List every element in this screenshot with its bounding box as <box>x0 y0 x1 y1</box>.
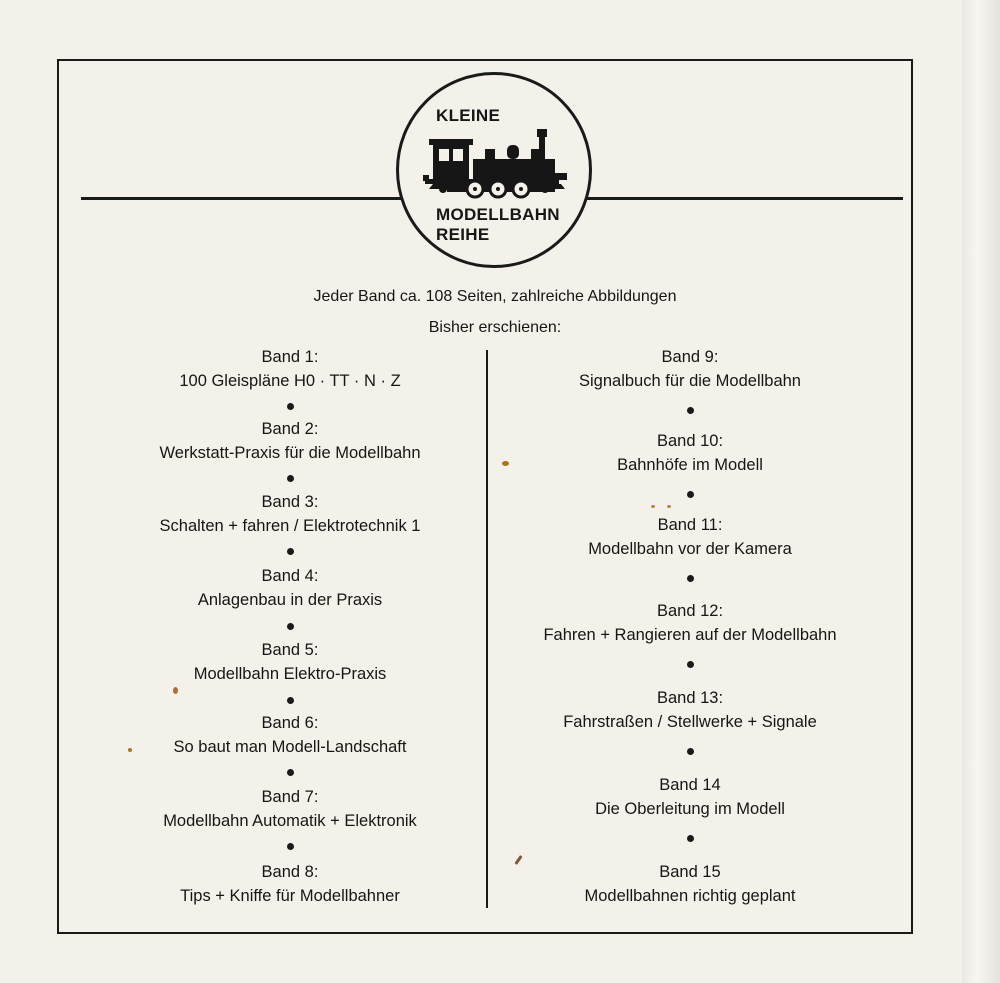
volume-title: Werkstatt-Praxis für die Modellbahn <box>159 444 421 462</box>
volume-number: Band 12: <box>656 602 724 620</box>
volume-number: Band 10: <box>656 432 724 450</box>
volume-number: Band 3: <box>261 493 319 511</box>
steam-locomotive-icon <box>423 125 571 201</box>
separator-dot <box>687 407 694 414</box>
paper-speck <box>502 461 509 466</box>
volume-entry <box>495 599 885 647</box>
volume-entry <box>495 513 885 561</box>
separator-dot <box>287 697 294 704</box>
separator-dot <box>687 748 694 755</box>
volume-entry <box>105 711 475 759</box>
volume-number: Band 9: <box>661 348 719 366</box>
volume-entry <box>495 686 885 734</box>
volume-title: Anlagenbau in der Praxis <box>197 591 383 609</box>
separator-dot <box>687 661 694 668</box>
paper-speck <box>173 687 178 694</box>
volume-number: Band 2: <box>261 420 319 438</box>
volume-number: Band 5: <box>261 641 319 659</box>
volume-number: Band 11: <box>657 516 723 534</box>
paper-speck <box>667 505 671 508</box>
volume-entry <box>495 429 885 477</box>
volume-title: Signalbuch für die Modellbahn <box>579 372 801 390</box>
volume-entry <box>105 638 475 686</box>
volume-entry <box>105 785 475 833</box>
separator-dot <box>687 575 694 582</box>
volume-title: Modellbahn Elektro-Praxis <box>193 665 387 683</box>
published-heading: Bisher erschienen: <box>428 319 562 336</box>
volume-title: Modellbahn Automatik + Elektronik <box>163 812 417 830</box>
volume-entry <box>105 490 475 538</box>
volume-entry <box>495 860 885 908</box>
volume-title: Schalten + fahren / Elektrotechnik 1 <box>159 517 421 535</box>
separator-dot <box>287 548 294 555</box>
logo-line-kleine: KLEINE <box>436 106 501 125</box>
volume-title: Bahnhöfe im Modell <box>617 456 763 474</box>
volume-number: Band 4: <box>261 567 319 585</box>
volume-entry <box>105 860 475 908</box>
separator-dot <box>687 491 694 498</box>
series-description: Jeder Band ca. 108 Seiten, zahlreiche Abbildungen <box>313 288 677 305</box>
volume-title: Tips + Kniffe für Modellbahner <box>180 887 400 905</box>
volume-title: Modellbahnen richtig geplant <box>584 887 796 905</box>
separator-dot <box>287 475 294 482</box>
volume-title: Fahren + Rangieren auf der Modellbahn <box>543 626 837 644</box>
series-logo <box>396 72 592 268</box>
separator-dot <box>687 835 694 842</box>
separator-dot <box>287 623 294 630</box>
separator-dot <box>287 769 294 776</box>
volume-number: Band 6: <box>261 714 319 732</box>
volume-title: Die Oberleitung im Modell <box>595 800 785 818</box>
volume-title: Fahrstraßen / Stellwerke + Signale <box>563 713 817 731</box>
volume-entry <box>495 345 885 393</box>
volume-number: Band 15 <box>659 863 721 881</box>
volume-entry <box>495 773 885 821</box>
volume-entry <box>105 417 475 465</box>
column-divider <box>486 350 488 908</box>
logo-line-modellbahn: MODELLBAHN <box>436 205 560 224</box>
volume-number: Band 8: <box>261 863 319 881</box>
volume-entry <box>105 345 475 393</box>
paper-speck <box>651 505 655 508</box>
volume-title: So baut man Modell-Landschaft <box>173 738 407 756</box>
page-edge <box>962 0 1000 983</box>
volume-entry <box>105 564 475 612</box>
separator-dot <box>287 403 294 410</box>
logo-line-reihe: REIHE <box>436 225 490 244</box>
volume-title: 100 Gleispläne H0 · TT · N · Z <box>179 372 401 390</box>
paper-speck <box>128 748 132 752</box>
volume-number: Band 14 <box>659 776 721 794</box>
volume-number: Band 13: <box>656 689 724 707</box>
volume-title: Modellbahn vor der Kamera <box>588 540 792 558</box>
separator-dot <box>287 843 294 850</box>
volume-number: Band 7: <box>261 788 319 806</box>
logo-line-modellbahn-reihe <box>436 205 560 245</box>
volume-number: Band 1: <box>261 348 319 366</box>
